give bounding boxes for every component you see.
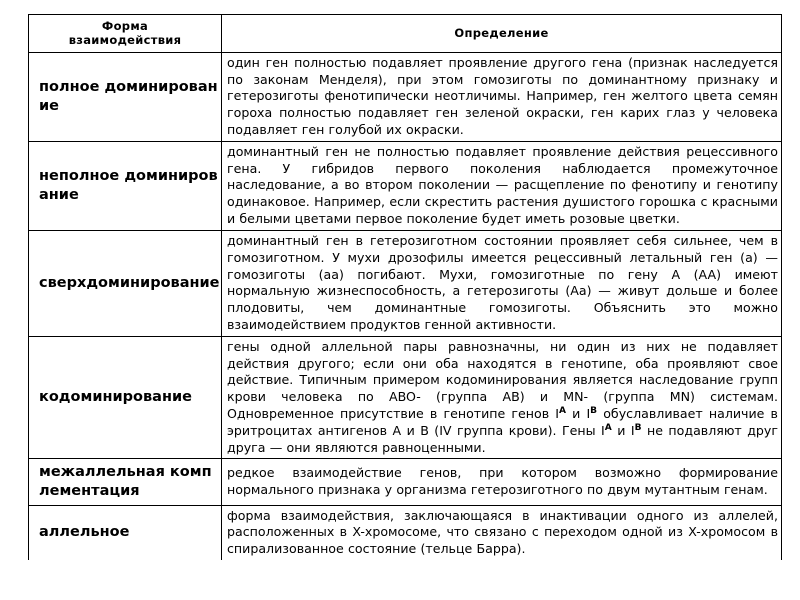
form-name-cell [29, 505, 222, 560]
gene-superscript-a1: A [558, 405, 566, 416]
form-name-label: межаллельная комплементация [39, 464, 212, 499]
form-name-cell [29, 459, 222, 505]
table-row [29, 336, 782, 459]
gene-superscript-b1: B [590, 405, 598, 416]
table-row [29, 505, 782, 560]
column-header-form-line1: Форма [101, 19, 149, 33]
definition-cell [222, 52, 782, 141]
definition-text: форма взаимодействия, заключающаяся в инактивации одного из аллелей, расположенных в X-хромосоме, что связано с переходом одной из X-хромосом в спирализованное состояние (тельце Барра). [227, 507, 778, 557]
definition-text-part1: гены одной аллельной пары равнозначны, ни один из них не подавляет действия другого; если они оба находятся в генотипе, оба проявляют свое действие. Типичным примером кодоминирования является наследование групп крови человека по ABO- (группа AB) и MN- (группа MN) системам. Одновременное присутствие в генотипе генов I [227, 338, 778, 421]
definition-text: редкое взаимодействие генов, при котором возможно формирование нормального признака у организма гетерозиготного по двум мутантным генам. [227, 465, 778, 497]
column-header-form [29, 15, 222, 53]
form-name-label: полное доминирование [39, 79, 218, 114]
definition-cell [222, 336, 782, 459]
form-name-label: кодоминирование [39, 389, 192, 406]
form-name-cell [29, 336, 222, 459]
definition-cell [222, 459, 782, 505]
definition-text-part4: и I [611, 422, 635, 438]
definition-cell [222, 141, 782, 230]
definition-text-part5: не подавляют друг друга — они являются равноценными. [227, 422, 778, 455]
gene-superscript-b2: B [634, 422, 642, 433]
form-name-cell [29, 230, 222, 336]
definition-text: один ген полностью подавляет проявление другого гена (признак наследуется по законам Менделя), при этом гомозиготы по доминантному признаку и гетерозиготы фенотипически неотличимы. Например, ген желтого цвета семян гороха полностью подавляет ген зеленой окраски, ген карих глаз у человека подавляет ген голубой их окраски. [227, 54, 778, 137]
table-row [29, 459, 782, 505]
table-body [29, 52, 782, 560]
definition-text [227, 339, 778, 457]
form-name-label: неполное доминирование [39, 168, 218, 203]
table-header-row [29, 15, 782, 53]
form-name-label: аллельное [39, 524, 130, 541]
table-row [29, 52, 782, 141]
definition-cell [222, 505, 782, 560]
table-row [29, 141, 782, 230]
definition-text: доминантный ген не полностью подавляет проявление действия рецессивного гена. У гибридов первого поколения наблюдается промежуточное наследование, а во втором поколении — расщепление по фенотипу и генотипу одинаковое. Например, если скрестить растения душистого горошка с красными и белыми цветами первое поколение будет иметь розовые цветки. [227, 143, 778, 227]
form-name-label: сверхдоминирование [39, 275, 220, 292]
column-header-form-line2: взаимодействия [68, 33, 182, 48]
form-name-cell [29, 141, 222, 230]
definition-cell [222, 230, 782, 336]
gene-superscript-a2: A [604, 422, 612, 433]
column-header-definition: Определение [222, 15, 782, 53]
form-name-cell [29, 52, 222, 141]
definition-text: доминантный ген в гетерозиготном состоянии проявляет себя сильнее, чем в гомозиготном. У мухи дрозофилы имеется рецессивный летальный ген (a) — гомозиготы (aa) погибают. Мухи, гомозиготные по гену A (AA) имеют нормальную жизнеспособность, а гетерозиготы (Aa) — живут дольше и более плодовиты, чем доминантные гомозиготы. Объяснить это можно взаимодействием продуктов генной активности. [227, 232, 778, 332]
definition-text-part3: обуславливает наличие в эритроцитах антигенов A и B (IV группа крови). Гены I [227, 406, 778, 438]
gene-interaction-table [28, 14, 782, 560]
table-header [29, 15, 782, 53]
table-row [29, 230, 782, 336]
definition-text-part2: и I [566, 406, 591, 421]
